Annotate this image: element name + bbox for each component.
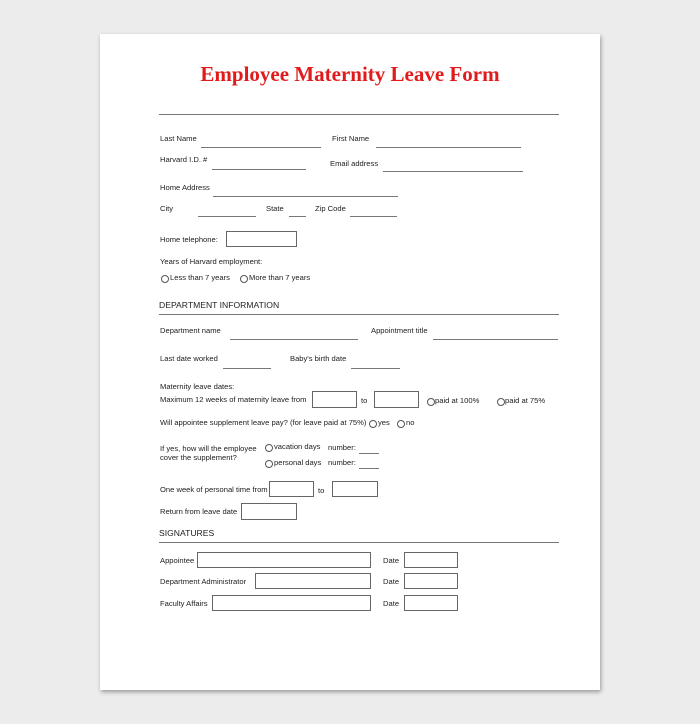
dept-admin-label: Department Administrator	[160, 577, 247, 586]
dept-admin-date-input[interactable]	[404, 573, 458, 589]
maternity-from-input[interactable]	[312, 391, 357, 408]
less-than-7-label: Less than 7 years	[170, 273, 230, 282]
harvard-id-label: Harvard I.D. #	[160, 155, 208, 164]
department-rule	[159, 314, 559, 315]
home-address-label: Home Address	[160, 183, 210, 192]
vacation-number-label: number:	[328, 443, 356, 452]
more-than-7-label: More than 7 years	[249, 273, 311, 282]
appointment-title-label: Appointment title	[371, 326, 428, 335]
supplement-no-label: no	[406, 418, 415, 427]
first-name-label: First Name	[332, 134, 370, 143]
appointment-title-field[interactable]	[433, 339, 558, 340]
last-name-field[interactable]	[201, 147, 321, 148]
personal-time-from-input[interactable]	[269, 481, 314, 497]
more-than-7-radio[interactable]	[240, 275, 248, 283]
email-field[interactable]	[383, 171, 523, 172]
personal-days-radio[interactable]	[265, 460, 273, 468]
faculty-affairs-date-input[interactable]	[404, 595, 458, 611]
city-label: City	[160, 204, 174, 213]
return-date-input[interactable]	[241, 503, 297, 520]
state-field[interactable]	[289, 216, 306, 217]
home-telephone-input[interactable]	[226, 231, 297, 247]
paid-75-label: paid at 75%	[505, 396, 546, 405]
appointee-date-label: Date	[383, 556, 400, 565]
personal-time-to-label: to	[318, 486, 325, 495]
faculty-affairs-signature-input[interactable]	[212, 595, 371, 611]
paid-100-radio[interactable]	[427, 398, 435, 406]
dept-admin-signature-input[interactable]	[255, 573, 371, 589]
city-field[interactable]	[198, 216, 256, 217]
personal-number-field[interactable]	[359, 468, 379, 469]
department-heading: DEPARTMENT INFORMATION	[159, 300, 280, 310]
faculty-affairs-date-label: Date	[383, 599, 400, 608]
paid-75-radio[interactable]	[497, 398, 505, 406]
return-date-label: Return from leave date	[160, 507, 238, 516]
faculty-affairs-label: Faculty Affairs	[160, 599, 208, 608]
supplement-yes-label: yes	[378, 418, 390, 427]
cover-supplement-label-2: cover the supplement?	[160, 453, 237, 462]
baby-birth-date-field[interactable]	[351, 368, 400, 369]
last-name-label: Last Name	[160, 134, 197, 143]
baby-birth-date-label: Baby's birth date	[290, 354, 347, 363]
home-address-field[interactable]	[213, 196, 398, 197]
department-name-label: Department name	[160, 326, 221, 335]
appointee-signature-input[interactable]	[197, 552, 371, 568]
maternity-to-label: to	[361, 396, 368, 405]
maternity-to-input[interactable]	[374, 391, 419, 408]
home-telephone-label: Home telephone:	[160, 235, 218, 244]
personal-number-label: number:	[328, 458, 356, 467]
zip-field[interactable]	[350, 216, 397, 217]
paid-100-label: paid at 100%	[435, 396, 480, 405]
vacation-days-radio[interactable]	[265, 444, 273, 452]
maximum-weeks-label: Maximum 12 weeks of maternity leave from	[160, 395, 307, 404]
vacation-number-field[interactable]	[359, 453, 379, 454]
personal-days-label: personal days	[274, 458, 322, 467]
maternity-dates-label: Maternity leave dates:	[160, 382, 235, 391]
last-date-worked-label: Last date worked	[160, 354, 218, 363]
zip-label: Zip Code	[315, 204, 346, 213]
dept-admin-date-label: Date	[383, 577, 400, 586]
personal-time-label: One week of personal time from	[160, 485, 268, 494]
less-than-7-radio[interactable]	[161, 275, 169, 283]
title-rule	[159, 114, 559, 115]
signatures-rule	[159, 542, 559, 543]
personal-time-to-input[interactable]	[332, 481, 378, 497]
last-date-worked-field[interactable]	[223, 368, 271, 369]
harvard-id-field[interactable]	[212, 169, 306, 170]
years-employment-label: Years of Harvard employment:	[160, 257, 263, 266]
form-title: Employee Maternity Leave Form	[200, 62, 500, 86]
appointee-label: Appointee	[160, 556, 195, 565]
cover-supplement-label-1: If yes, how will the employee	[160, 444, 257, 453]
appointee-date-input[interactable]	[404, 552, 458, 568]
signatures-heading: SIGNATURES	[159, 528, 215, 538]
first-name-field[interactable]	[376, 147, 521, 148]
form-page	[100, 34, 600, 690]
email-label: Email address	[330, 159, 379, 168]
supplement-no-radio[interactable]	[397, 420, 405, 428]
supplement-question-label: Will appointee supplement leave pay? (for leave paid at 75%)	[160, 418, 367, 427]
supplement-yes-radio[interactable]	[369, 420, 377, 428]
state-label: State	[266, 204, 284, 213]
department-name-field[interactable]	[230, 339, 358, 340]
vacation-days-label: vacation days	[274, 442, 321, 451]
